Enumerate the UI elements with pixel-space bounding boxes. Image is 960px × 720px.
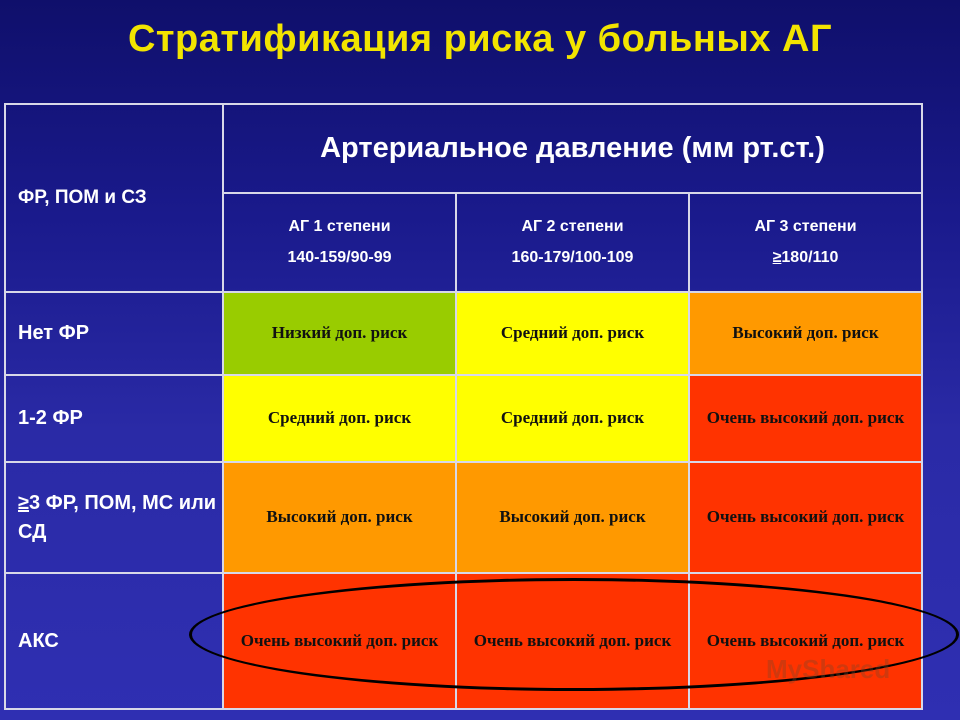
table-row — [5, 375, 922, 462]
risk-cell: Очень высокий доп. риск — [456, 573, 689, 709]
grade-3-range — [694, 243, 917, 273]
grade-2-range: 160-179/100-109 — [511, 248, 634, 266]
grade-2-name: АГ 2 степени — [521, 218, 624, 236]
table-row — [5, 573, 922, 709]
risk-cell: Высокий доп. риск — [456, 462, 689, 573]
row-label-text: 3 ФР, ПОМ, МС или СД — [18, 491, 217, 543]
risk-stratification-table — [4, 103, 923, 710]
grade-3-range-value: 180/110 — [781, 248, 839, 266]
corner-header: ФР, ПОМ и СЗ — [5, 104, 223, 292]
greater-equal-symbol: ≥ — [772, 248, 782, 266]
risk-cell: Средний доп. риск — [456, 292, 689, 375]
grade-3-name: АГ 3 степени — [754, 218, 857, 236]
blood-pressure-header: Артериальное давление (мм рт.ст.) — [223, 104, 922, 193]
grade-1-header — [223, 193, 456, 292]
grade-3-header — [689, 193, 922, 292]
risk-cell: Высокий доп. риск — [689, 292, 922, 375]
row-label: 1-2 ФР — [5, 375, 223, 462]
grade-1-name: АГ 1 степени — [288, 218, 391, 236]
row-label: Нет ФР — [5, 292, 223, 375]
risk-cell: Очень высокий доп. риск — [689, 462, 922, 573]
table-row — [5, 462, 922, 573]
table-row — [5, 292, 922, 375]
risk-cell: Средний доп. риск — [223, 375, 456, 462]
row-label — [5, 462, 223, 573]
greater-equal-symbol: ≥ — [18, 491, 29, 514]
risk-cell: Очень высокий доп. риск — [689, 375, 922, 462]
risk-cell: Высокий доп. риск — [223, 462, 456, 573]
slide-title: Стратификация риска у больных АГ — [127, 18, 832, 60]
grade-1-range: 140-159/90-99 — [287, 248, 392, 266]
risk-cell: Очень высокий доп. риск — [223, 573, 456, 709]
risk-cell: Очень высокий доп. риск — [689, 573, 922, 709]
grade-2-header — [456, 193, 689, 292]
row-label: АКС — [5, 573, 223, 709]
risk-cell: Низкий доп. риск — [223, 292, 456, 375]
watermark-logo: MyShared — [766, 654, 891, 684]
risk-cell: Средний доп. риск — [456, 375, 689, 462]
